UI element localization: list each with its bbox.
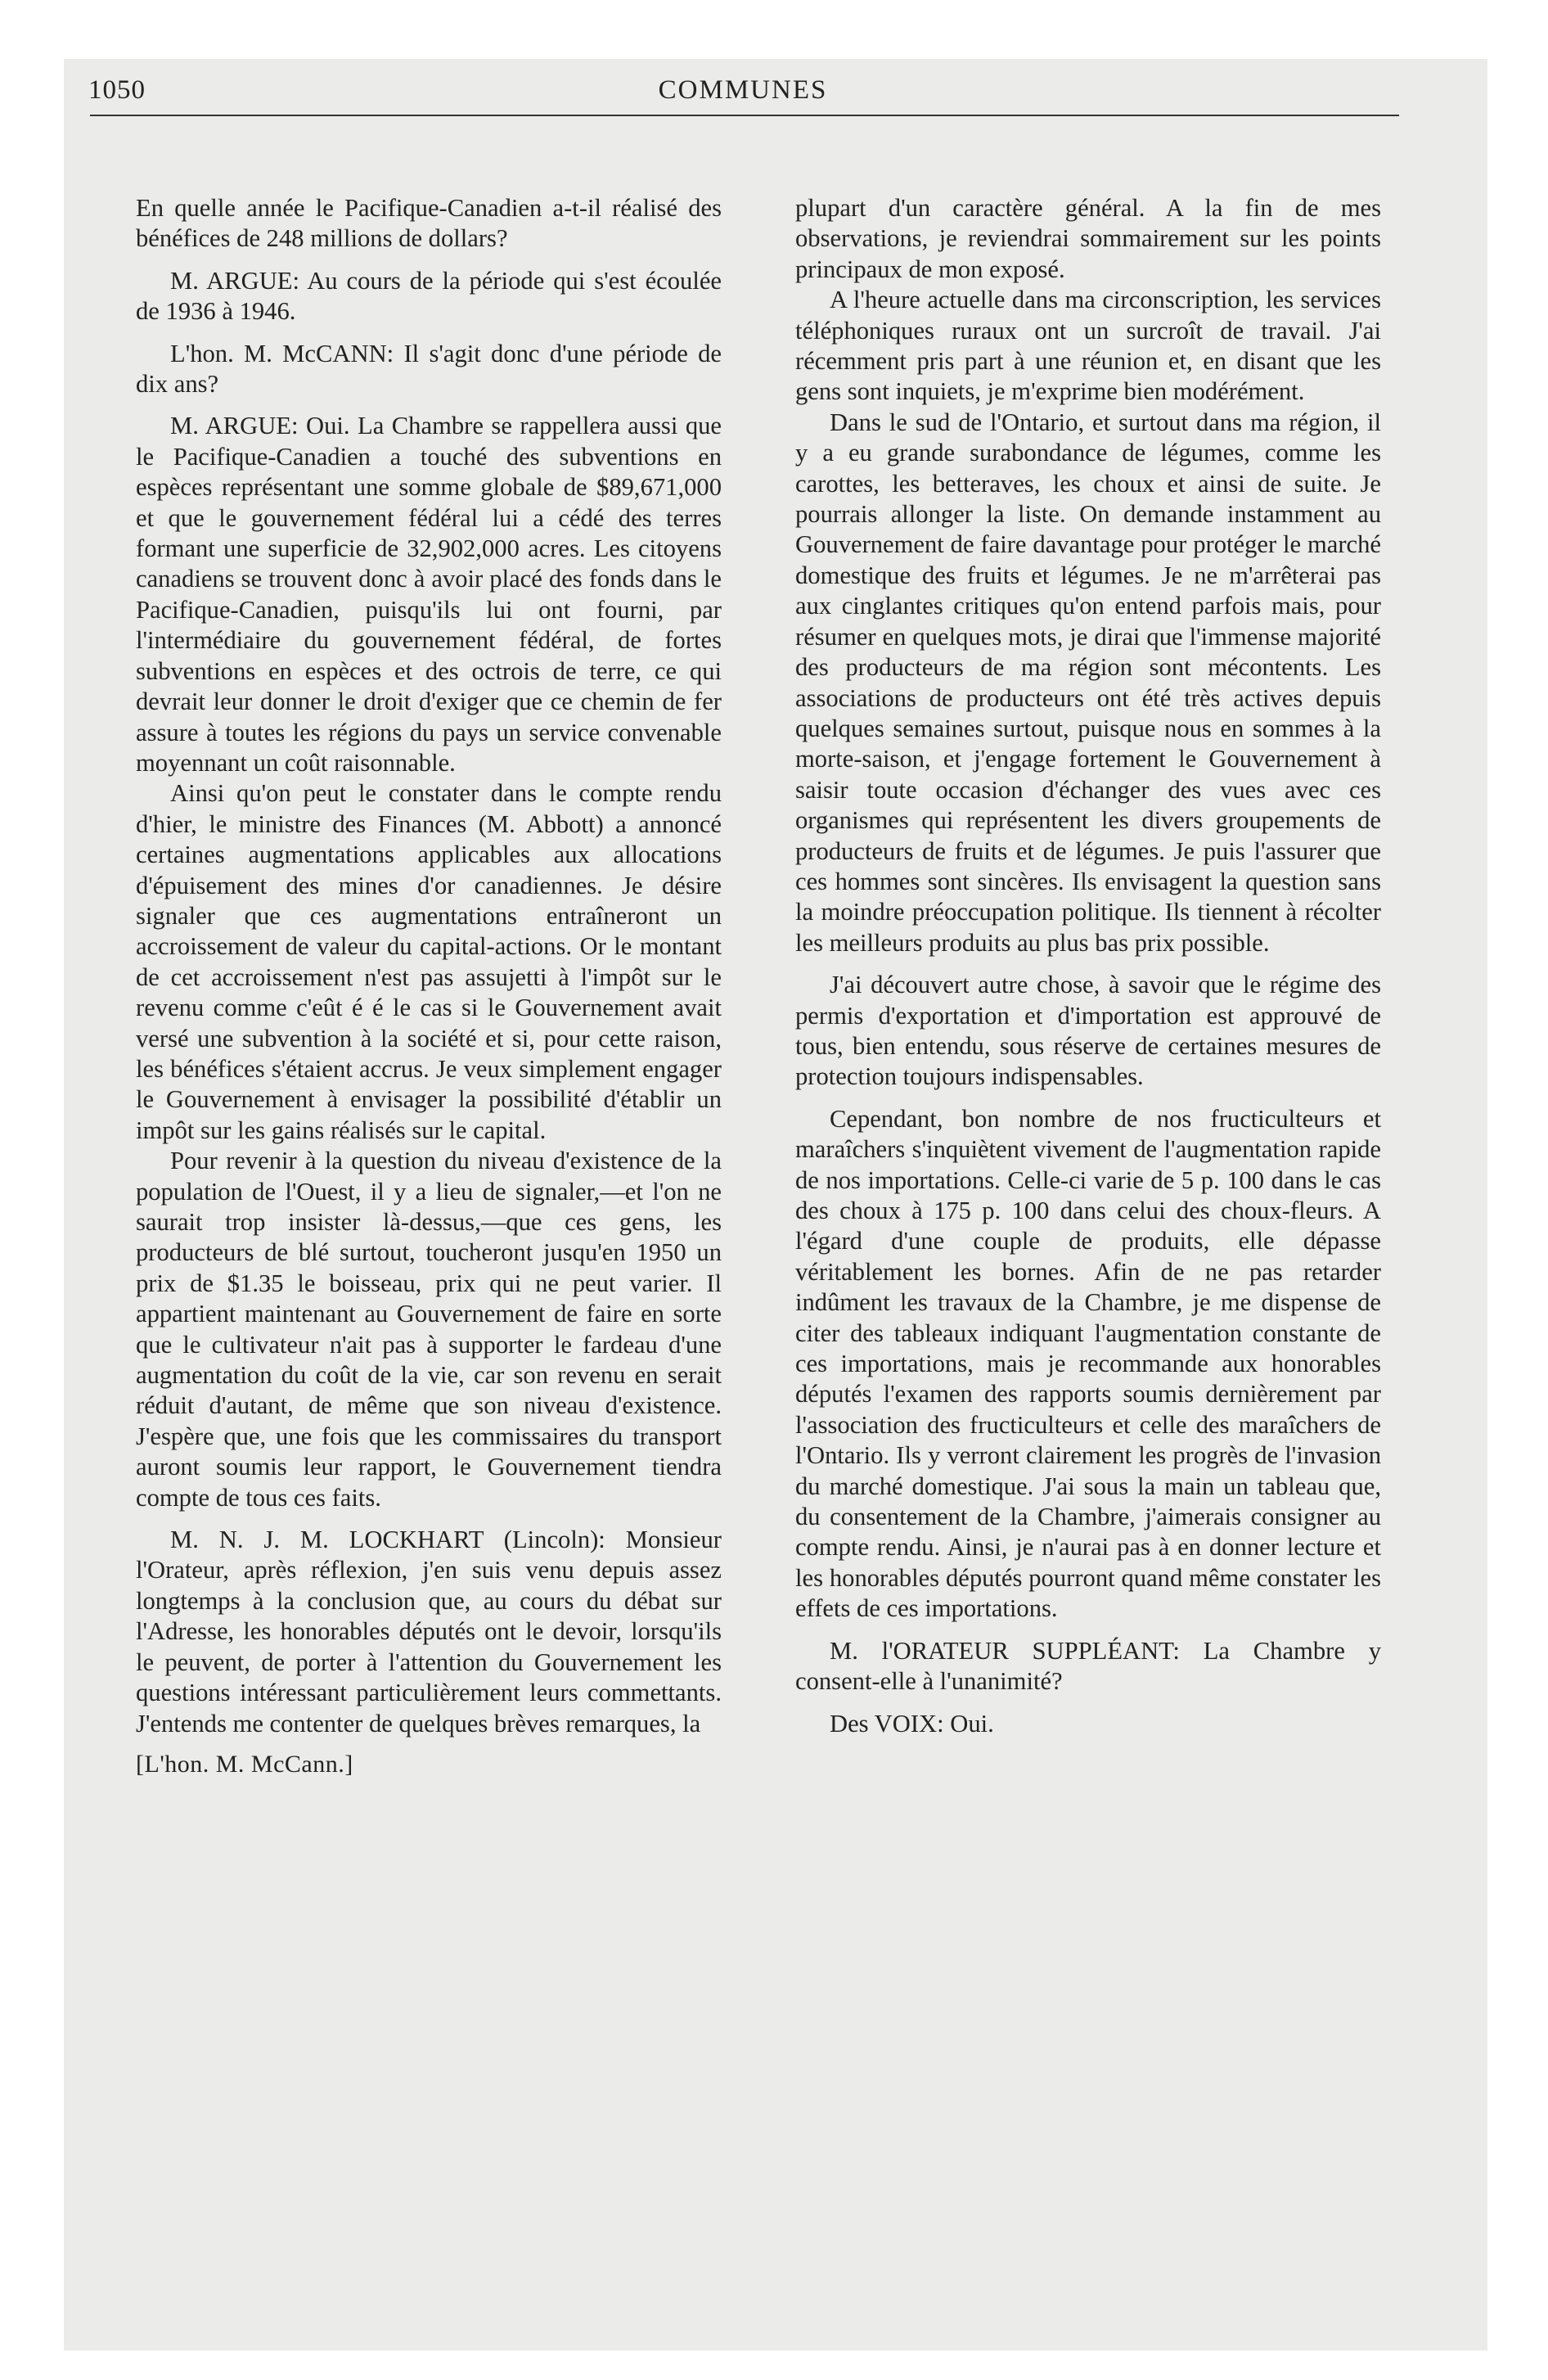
paragraph: M. l'ORATEUR SUPPLÉANT: La Chambre y consent-elle à l'unanimité? (795, 1636, 1381, 1696)
right-column (795, 193, 1381, 1739)
left-column (136, 193, 722, 1779)
paragraph: L'hon. M. McCANN: Il s'agit donc d'une période de dix ans? (136, 339, 722, 399)
paragraph: M. ARGUE: Oui. La Chambre se rappellera aussi que le Pacifique-Canadien a touché des subventions en espèces représentant une somme globale de $89,671,000 et que le gouvernement fédéral lui a cédé des terres formant une superficie de 32,902,000 acres. Les citoyens canadiens se trouvent donc à avoir placé des fonds dans le Pacifique-Canadien, puisqu'ils lui ont fourni, par l'intermédiaire du gouvernement fédéral, de fortes subventions en espèces et des octrois de terre, ce qui devrait leur donner le droit d'exiger que ce chemin de fer assure à toutes les régions du pays un service convenable moyennant un coût raisonnable. (136, 412, 722, 777)
paragraph: A l'heure actuelle dans ma circonscription, les services téléphoniques ruraux ont un surcroît de travail. J'ai récemment pris part à une réunion et, en disant que les gens sont inquiets, je m'exprime bien modérément. (795, 286, 1381, 406)
paragraph: Dans le sud de l'Ontario, et surtout dans ma région, il y a eu grande surabondance de légumes, comme les carottes, les betteraves, les choux et ainsi de suite. Je pourrais allonger la liste. On demande instamment au Gouvernement de faire davantage pour protéger le marché domestique des fruits et légumes. Je ne m'arrêterai pas aux cinglantes critiques qu'on entend parfois mais, pour résumer en quelques mots, je dirai que l'immense majorité des producteurs de ma région sont mécontents. Les associations de producteurs ont été très actives depuis quelques semaines surtout, puisque nous en sommes à la morte-saison, et j'engage fortement le Gouvernement à saisir toute occasion d'échanger des vues avec ces organismes qui représentent les divers groupements de producteurs de fruits et de légumes. Je puis l'assurer que ces hommes sont sincères. Ils envisagent la question sans la moindre préoccupation politique. Ils tiennent à récolter les meilleurs produits au plus bas prix possible. (795, 408, 1381, 957)
paragraph: J'ai découvert autre chose, à savoir que le régime des permis d'exportation et d'importation est approuvé de tous, bien entendu, sous réserve de certaines mesures de protection toujours indispensables. (795, 971, 1381, 1091)
paragraph: M. N. J. M. LOCKHART (Lincoln): Monsieur l'Orateur, après réflexion, j'en suis venu depuis assez longtemps à la conclusion que, au cours du débat sur l'Adresse, les honorables députés ont le devoir, lorsqu'ils le peuvent, de porter à l'attention du Gouvernement les questions intéressant particulièrement leurs commettants. J'entends me contenter de quelques brèves remarques, la (136, 1526, 722, 1738)
page-number: 1050 (88, 75, 146, 105)
paragraph: M. ARGUE: Au cours de la période qui s'est écoulée de 1936 à 1946. (136, 266, 722, 326)
paragraph: Ainsi qu'on peut le constater dans le compte rendu d'hier, le ministre des Finances (M. Abbott) a annoncé certaines augmentations applicables aux allocations d'épuisement des mines d'or canadiennes. Je désire signaler que ces augmentations entraîneront un accroissement de valeur du capital-actions. Or le montant de cet accroissement n'est pas assujetti à l'impôt sur le revenu comme c'eût é é le cas si le Gouvernement avait versé une subvention à la société et si, pour cette raison, les bénéfices s'étaient accrus. Je veux simplement engager le Gouvernement à envisager la possibilité d'établir un impôt sur les gains réalisés sur le capital. (136, 779, 722, 1144)
running-head: COMMUNES (658, 75, 828, 105)
speaker-attribution: [L'hon. M. McCann.] (136, 1750, 353, 1778)
paragraph: Cependant, bon nombre de nos fructiculteurs et maraîchers s'inquiètent vivement de l'augmentation rapide de nos importations. Celle-ci varie de 5 p. 100 dans le cas des choux à 175 p. 100 dans celui des choux-fleurs. A l'égard d'une couple de produits, elle dépasse véritablement les bornes. Afin de ne pas retarder indûment les travaux de la Chambre, je me dispense de citer des tableaux indiquant l'augmentation constante de ces importations, mais je recommande aux honorables députés l'examen des rapports soumis dernièrement par l'association des fructiculteurs et celle des maraîchers de l'Ontario. Ils y verront clairement les progrès de l'invasion du marché domestique. J'ai sous la main un tableau que, du consentement de la Chambre, j'aimerais consigner au compte rendu. Ainsi, je n'aurai pas à en donner lecture et les honorables députés pourront quand même constater les effets de ces importations. (795, 1104, 1381, 1623)
paragraph: En quelle année le Pacifique-Canadien a-t-il réalisé des bénéfices de 248 millions de dollars? (136, 194, 722, 253)
paragraph: Pour revenir à la question du niveau d'existence de la population de l'Ouest, il y a lieu de signaler,—et l'on ne saurait trop insister là-dessus,—que ces gens, les producteurs de blé surtout, toucheront jusqu'en 1950 un prix de $1.35 le boisseau, prix qui ne peut varier. Il appartient maintenant au Gouvernement de faire en sorte que le cultivateur n'ait pas à supporter le fardeau d'une augmentation du coût de la vie, car son revenu en serait réduit d'autant, de même que son niveau d'existence. J'espère que, une fois que les commissaires du transport auront soumis leur rapport, le Gouvernement tiendra compte de tous ces faits. (136, 1147, 722, 1512)
page-header (88, 75, 1397, 128)
header-rule (90, 115, 1399, 116)
paragraph: plupart d'un caractère général. A la fin de mes observations, je reviendrai sommairement sur les points principaux de mon exposé. (795, 194, 1381, 283)
paragraph: Des VOIX: Oui. (830, 1709, 994, 1738)
